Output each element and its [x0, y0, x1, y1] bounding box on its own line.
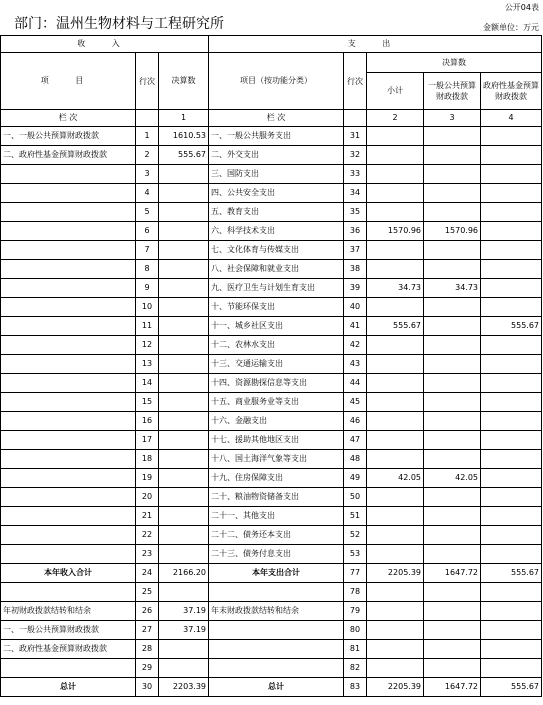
expense-line-no: 41 [344, 317, 367, 336]
income-item [1, 317, 136, 336]
expense-line-no: 38 [344, 260, 367, 279]
expense-line-no: 77 [344, 564, 367, 583]
income-item [1, 336, 136, 355]
income-line-no: 9 [136, 279, 159, 298]
income-item [1, 260, 136, 279]
expense-line-no: 44 [344, 374, 367, 393]
income-line-no: 15 [136, 393, 159, 412]
expense-gov-fund [481, 431, 542, 450]
income-item [1, 412, 136, 431]
income-item [1, 545, 136, 564]
income-final-value [159, 260, 209, 279]
table-row [1, 222, 542, 241]
income-item [1, 165, 136, 184]
income-item [1, 393, 136, 412]
table-row [1, 317, 542, 336]
col-label: 栏 次 [1, 110, 136, 127]
table-row [1, 279, 542, 298]
table-row [1, 336, 542, 355]
expense-item: 十八、国土海洋气象等支出 [209, 450, 344, 469]
expense-item: 十一、城乡社区支出 [209, 317, 344, 336]
income-line-no: 1 [136, 127, 159, 146]
expense-item: 十三、交通运输支出 [209, 355, 344, 374]
expense-subtotal [367, 488, 424, 507]
table-row [1, 564, 542, 583]
table-row [1, 659, 542, 678]
income-line-no: 14 [136, 374, 159, 393]
expense-item: 三、国防支出 [209, 165, 344, 184]
income-item: 本年收入合计 [1, 564, 136, 583]
expense-item [209, 640, 344, 659]
col-number: 3 [424, 110, 481, 127]
income-item [1, 507, 136, 526]
expense-gov-fund [481, 355, 542, 374]
expense-general-budget [424, 659, 481, 678]
expense-general-budget [424, 507, 481, 526]
income-item: 年初财政拨款结转和结余 [1, 602, 136, 621]
expense-item: 年末财政拨款结转和结余 [209, 602, 344, 621]
general-budget-header: 一般公共预算财政拨款 [424, 73, 481, 110]
income-item [1, 184, 136, 203]
expense-gov-fund [481, 488, 542, 507]
expense-item: 二十二、债务还本支出 [209, 526, 344, 545]
expense-subtotal [367, 545, 424, 564]
final-group-header: 决算数 [367, 53, 542, 73]
expense-general-budget [424, 298, 481, 317]
col-label: 栏 次 [209, 110, 344, 127]
income-line-no: 3 [136, 165, 159, 184]
income-item [1, 488, 136, 507]
expense-gov-fund [481, 450, 542, 469]
expense-item: 十二、农林水支出 [209, 336, 344, 355]
expense-gov-fund [481, 260, 542, 279]
income-line-no: 25 [136, 583, 159, 602]
table-row [1, 678, 542, 697]
income-final-value [159, 393, 209, 412]
expense-subtotal [367, 526, 424, 545]
table-row [1, 260, 542, 279]
table-row [1, 488, 542, 507]
income-line-no: 18 [136, 450, 159, 469]
expense-item: 十六、金融支出 [209, 412, 344, 431]
table-row [1, 203, 542, 222]
expense-general-budget [424, 583, 481, 602]
expense-general-budget [424, 317, 481, 336]
gov-fund-header: 政府性基金预算财政拨款 [481, 73, 542, 110]
income-line-no: 23 [136, 545, 159, 564]
expense-item: 七、文化体育与传媒支出 [209, 241, 344, 260]
table-row [1, 431, 542, 450]
income-item [1, 355, 136, 374]
income-final-value [159, 336, 209, 355]
income-final-value [159, 488, 209, 507]
expense-item [209, 621, 344, 640]
income-line-no: 28 [136, 640, 159, 659]
table-row [1, 146, 542, 165]
expense-subtotal: 1570.96 [367, 222, 424, 241]
income-final-value [159, 659, 209, 678]
expense-gov-fund [481, 222, 542, 241]
expense-line-no: 79 [344, 602, 367, 621]
expense-subtotal [367, 393, 424, 412]
expense-item: 二十三、债务付息支出 [209, 545, 344, 564]
income-line-no: 6 [136, 222, 159, 241]
table-row [1, 507, 542, 526]
expense-item: 五、教育支出 [209, 203, 344, 222]
expense-subtotal [367, 374, 424, 393]
expense-subtotal [367, 260, 424, 279]
expense-general-budget [424, 374, 481, 393]
income-final-value: 37.19 [159, 621, 209, 640]
expense-subtotal [367, 336, 424, 355]
expense-line-no: 47 [344, 431, 367, 450]
table-row [1, 298, 542, 317]
income-final-value [159, 298, 209, 317]
expense-general-budget [424, 355, 481, 374]
expense-line-no: 37 [344, 241, 367, 260]
expense-line-no: 50 [344, 488, 367, 507]
income-final-value [159, 374, 209, 393]
income-final-value [159, 317, 209, 336]
expense-gov-fund [481, 127, 542, 146]
expense-line-no: 33 [344, 165, 367, 184]
income-final-value [159, 583, 209, 602]
expense-gov-fund [481, 469, 542, 488]
table-row [1, 621, 542, 640]
expense-general-budget [424, 260, 481, 279]
income-final-value [159, 184, 209, 203]
expense-subtotal [367, 165, 424, 184]
expense-subtotal [367, 640, 424, 659]
expense-general-budget [424, 526, 481, 545]
expense-subtotal [367, 583, 424, 602]
income-line-no: 27 [136, 621, 159, 640]
table-code: 公开04表 [504, 3, 539, 12]
expense-subtotal [367, 355, 424, 374]
income-line-no: 26 [136, 602, 159, 621]
table-row [1, 583, 542, 602]
expense-line-no: 49 [344, 469, 367, 488]
expense-line-no: 52 [344, 526, 367, 545]
subtotal-header: 小计 [367, 73, 424, 110]
expense-general-budget [424, 545, 481, 564]
final-header: 决算数 [159, 53, 209, 110]
table-row [1, 165, 542, 184]
expense-subtotal: 2205.39 [367, 564, 424, 583]
col-number: 2 [367, 110, 424, 127]
expense-general-budget [424, 184, 481, 203]
expense-subtotal [367, 203, 424, 222]
expense-general-budget: 1570.96 [424, 222, 481, 241]
expense-item: 十五、商业服务业等支出 [209, 393, 344, 412]
expense-item: 八、社会保障和就业支出 [209, 260, 344, 279]
table-row [1, 526, 542, 545]
expense-gov-fund [481, 298, 542, 317]
expense-gov-fund: 555.67 [481, 317, 542, 336]
expense-line-no: 83 [344, 678, 367, 697]
expense-item: 十四、资源勘探信息等支出 [209, 374, 344, 393]
expense-subtotal [367, 431, 424, 450]
expense-gov-fund [481, 184, 542, 203]
income-line-no: 20 [136, 488, 159, 507]
expense-gov-fund [481, 279, 542, 298]
income-final-value [159, 545, 209, 564]
expense-item: 四、公共安全支出 [209, 184, 344, 203]
income-item [1, 431, 136, 450]
income-line-no: 4 [136, 184, 159, 203]
table-row [1, 640, 542, 659]
expense-gov-fund [481, 640, 542, 659]
expense-general-budget [424, 412, 481, 431]
expense-item: 二十、粮油物资储备支出 [209, 488, 344, 507]
expense-gov-fund [481, 203, 542, 222]
col-number: 1 [159, 110, 209, 127]
line-header: 行次 [136, 53, 159, 110]
income-line-no: 29 [136, 659, 159, 678]
expense-line-no: 45 [344, 393, 367, 412]
expense-general-budget: 34.73 [424, 279, 481, 298]
income-final-value: 555.67 [159, 146, 209, 165]
income-final-value [159, 412, 209, 431]
income-item [1, 222, 136, 241]
expense-line-no: 46 [344, 412, 367, 431]
item-func-header: 项目（按功能分类） [209, 53, 344, 110]
expense-gov-fund [481, 659, 542, 678]
expense-gov-fund [481, 374, 542, 393]
expense-item: 九、医疗卫生与计划生育支出 [209, 279, 344, 298]
income-final-value: 2166.20 [159, 564, 209, 583]
income-line-no: 2 [136, 146, 159, 165]
income-final-value [159, 507, 209, 526]
income-final-value [159, 241, 209, 260]
col-number: 4 [481, 110, 542, 127]
expense-gov-fund [481, 165, 542, 184]
expense-gov-fund [481, 146, 542, 165]
expense-line-no: 53 [344, 545, 367, 564]
expense-item: 一、一般公共服务支出 [209, 127, 344, 146]
expense-gov-fund: 555.67 [481, 678, 542, 697]
income-line-no: 8 [136, 260, 159, 279]
expense-subtotal [367, 659, 424, 678]
line-header-2: 行次 [344, 53, 367, 110]
expense-general-budget [424, 602, 481, 621]
table-row [1, 545, 542, 564]
income-item [1, 469, 136, 488]
expense-general-budget: 42.05 [424, 469, 481, 488]
expense-general-budget [424, 431, 481, 450]
expense-general-budget [424, 241, 481, 260]
expense-gov-fund [481, 507, 542, 526]
income-final-value [159, 469, 209, 488]
expense-subtotal: 555.67 [367, 317, 424, 336]
expense-general-budget [424, 203, 481, 222]
income-line-no: 21 [136, 507, 159, 526]
expense-gov-fund [481, 336, 542, 355]
table-row [1, 602, 542, 621]
expense-subtotal [367, 621, 424, 640]
income-final-value [159, 203, 209, 222]
expense-line-no: 51 [344, 507, 367, 526]
table-row [1, 469, 542, 488]
income-final-value: 37.19 [159, 602, 209, 621]
expense-subtotal [367, 412, 424, 431]
expense-item [209, 659, 344, 678]
table-row [1, 374, 542, 393]
expense-gov-fund [481, 602, 542, 621]
expense-general-budget [424, 450, 481, 469]
expense-item: 十九、住房保障支出 [209, 469, 344, 488]
expense-subtotal [367, 241, 424, 260]
expense-line-no: 35 [344, 203, 367, 222]
income-item: 二、政府性基金预算财政拨款 [1, 146, 136, 165]
expense-general-budget [424, 146, 481, 165]
income-final-value [159, 279, 209, 298]
expense-item: 十、节能环保支出 [209, 298, 344, 317]
expense-line-no: 82 [344, 659, 367, 678]
expense-subtotal [367, 507, 424, 526]
table-row [1, 127, 542, 146]
income-final-value: 2203.39 [159, 678, 209, 697]
expense-item: 二、外交支出 [209, 146, 344, 165]
income-line-no: 12 [136, 336, 159, 355]
expense-subtotal [367, 298, 424, 317]
income-item [1, 526, 136, 545]
expense-gov-fund [481, 583, 542, 602]
income-item [1, 583, 136, 602]
expense-item: 总计 [209, 678, 344, 697]
expense-gov-fund [481, 393, 542, 412]
expense-item: 十七、援助其他地区支出 [209, 431, 344, 450]
expense-line-no: 80 [344, 621, 367, 640]
income-line-no: 24 [136, 564, 159, 583]
expense-header: 支 出 [209, 36, 542, 53]
expense-general-budget [424, 165, 481, 184]
expense-subtotal [367, 127, 424, 146]
income-item: 一、一般公共预算财政拨款 [1, 621, 136, 640]
income-line-no: 5 [136, 203, 159, 222]
expense-line-no: 81 [344, 640, 367, 659]
expense-line-no: 31 [344, 127, 367, 146]
expense-subtotal [367, 184, 424, 203]
income-item: 二、政府性基金预算财政拨款 [1, 640, 136, 659]
income-item: 总计 [1, 678, 136, 697]
expense-subtotal: 2205.39 [367, 678, 424, 697]
expense-general-budget: 1647.72 [424, 564, 481, 583]
expense-gov-fund: 555.67 [481, 564, 542, 583]
income-item [1, 241, 136, 260]
table-row [1, 393, 542, 412]
amount-unit: 金额单位：万元 [483, 23, 539, 32]
income-final-value [159, 526, 209, 545]
expense-general-budget [424, 393, 481, 412]
expense-general-budget [424, 640, 481, 659]
expense-gov-fund [481, 241, 542, 260]
expense-line-no: 78 [344, 583, 367, 602]
income-final-value [159, 431, 209, 450]
expense-item [209, 583, 344, 602]
expense-general-budget [424, 336, 481, 355]
department-title: 部门：温州生物材料与工程研究所 [14, 16, 224, 32]
income-final-value [159, 222, 209, 241]
expense-subtotal: 34.73 [367, 279, 424, 298]
expense-general-budget [424, 488, 481, 507]
expense-gov-fund [481, 412, 542, 431]
income-line-no: 30 [136, 678, 159, 697]
expense-subtotal [367, 450, 424, 469]
income-final-value: 1610.53 [159, 127, 209, 146]
income-line-no: 19 [136, 469, 159, 488]
expense-general-budget [424, 127, 481, 146]
table-row [1, 355, 542, 374]
income-line-no: 11 [136, 317, 159, 336]
income-final-value [159, 640, 209, 659]
expense-item: 六、科学技术支出 [209, 222, 344, 241]
income-item [1, 279, 136, 298]
table-row [1, 184, 542, 203]
expense-line-no: 34 [344, 184, 367, 203]
income-item [1, 203, 136, 222]
income-header: 收 入 [1, 36, 209, 53]
expense-line-no: 48 [344, 450, 367, 469]
table-row [1, 241, 542, 260]
income-item [1, 374, 136, 393]
income-line-no: 7 [136, 241, 159, 260]
income-item [1, 298, 136, 317]
income-line-no: 16 [136, 412, 159, 431]
expense-line-no: 40 [344, 298, 367, 317]
expense-gov-fund [481, 526, 542, 545]
expense-item: 本年支出合计 [209, 564, 344, 583]
expense-subtotal [367, 146, 424, 165]
income-item [1, 659, 136, 678]
income-final-value [159, 165, 209, 184]
income-line-no: 17 [136, 431, 159, 450]
income-item: 一、一般公共预算财政拨款 [1, 127, 136, 146]
expense-gov-fund [481, 621, 542, 640]
item-header: 项 目 [1, 53, 136, 110]
income-final-value [159, 355, 209, 374]
table-row [1, 450, 542, 469]
expense-line-no: 43 [344, 355, 367, 374]
income-line-no: 22 [136, 526, 159, 545]
expense-line-no: 42 [344, 336, 367, 355]
income-line-no: 13 [136, 355, 159, 374]
expense-item: 二十一、其他支出 [209, 507, 344, 526]
expense-subtotal [367, 602, 424, 621]
expense-line-no: 39 [344, 279, 367, 298]
expense-line-no: 36 [344, 222, 367, 241]
income-line-no: 10 [136, 298, 159, 317]
income-final-value [159, 450, 209, 469]
budget-table [0, 35, 542, 697]
expense-line-no: 32 [344, 146, 367, 165]
expense-gov-fund [481, 545, 542, 564]
expense-general-budget: 1647.72 [424, 678, 481, 697]
expense-subtotal: 42.05 [367, 469, 424, 488]
income-item [1, 450, 136, 469]
table-row [1, 412, 542, 431]
expense-general-budget [424, 621, 481, 640]
